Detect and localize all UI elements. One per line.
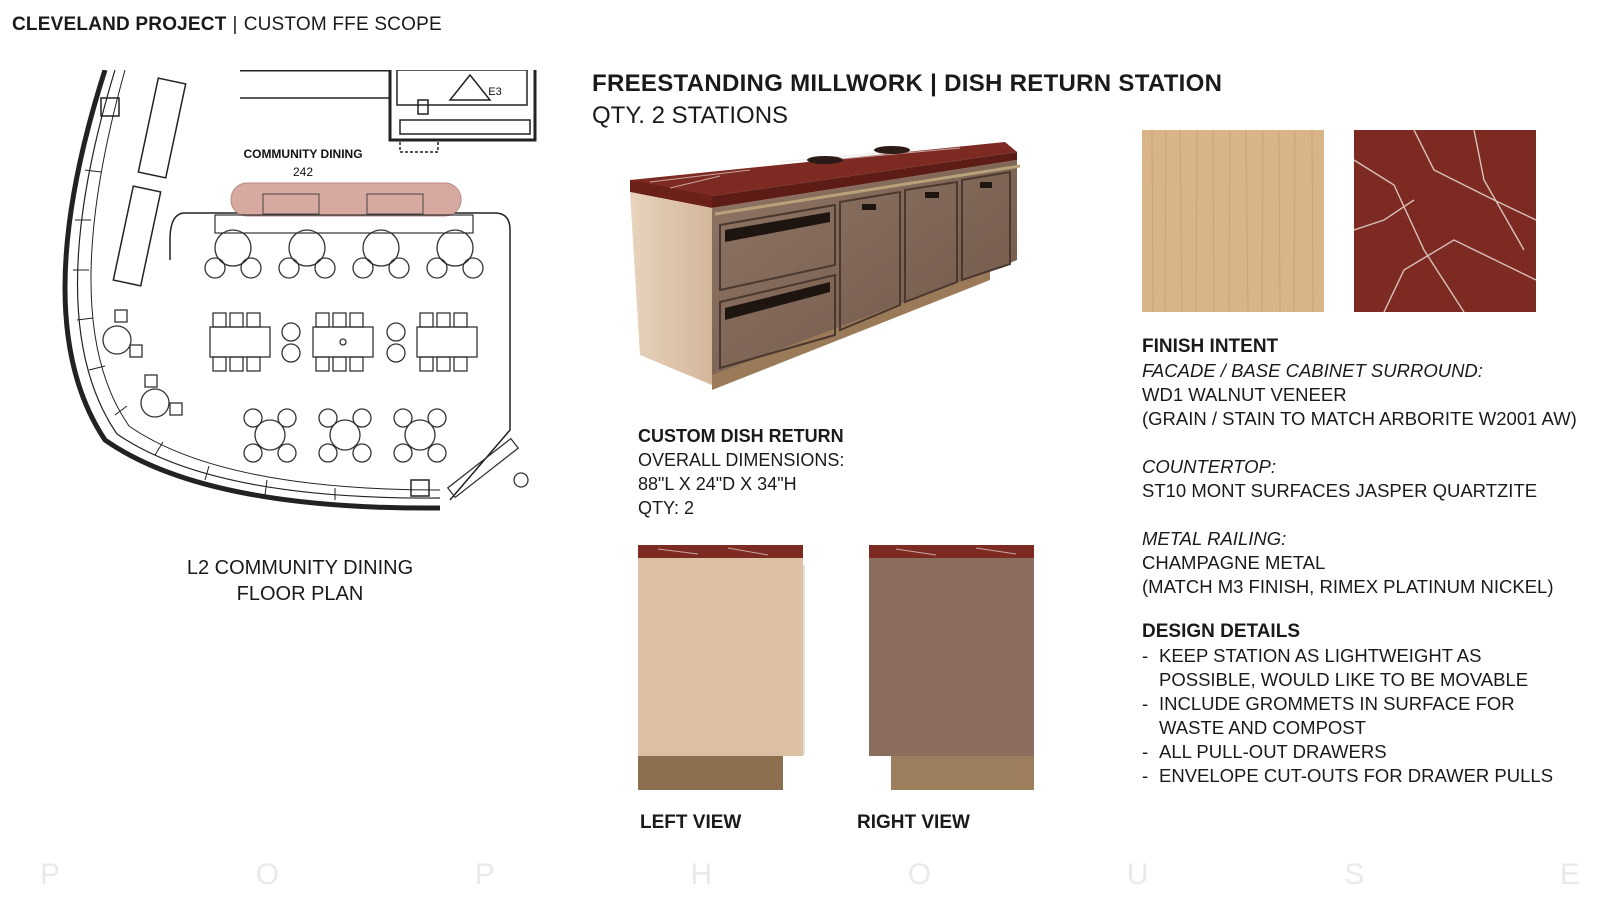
elevator-tag: E3 — [488, 86, 502, 98]
finish-block — [1142, 335, 1592, 788]
header-separator: | — [232, 14, 238, 35]
floor-plan-caption — [150, 555, 450, 607]
facade-label: FACADE / BASE CABINET SURROUND: — [1142, 360, 1483, 381]
product-quantity: QTY. 2 STATIONS — [592, 102, 789, 129]
railing-line-1: CHAMPAGNE METAL — [1142, 552, 1326, 573]
spec-heading: CUSTOM DISH RETURN — [638, 426, 844, 446]
countertop-line-1: ST10 MONT SURFACES JASPER QUARTZITE — [1142, 480, 1538, 501]
right-view-drawing — [866, 545, 1034, 790]
jasper-quartzite-swatch — [1354, 130, 1536, 312]
product-title: FREESTANDING MILLWORK | DISH RETURN STATION — [592, 70, 1223, 97]
station-render — [630, 130, 1050, 400]
footer-letter: P — [40, 858, 61, 891]
footer-letter: E — [1559, 858, 1580, 891]
left-view-label: LEFT VIEW — [640, 812, 742, 833]
design-detail-item: - KEEP STATION AS LIGHTWEIGHT AS POSSIBLE, WOULD LIKE TO BE MOVABLE — [1142, 645, 1529, 690]
spec-dimensions-label: OVERALL DIMENSIONS: — [638, 450, 845, 470]
design-detail-item: - ENVELOPE CUT-OUTS FOR DRAWER PULLS — [1142, 765, 1554, 786]
floor-plan-drawing — [45, 70, 555, 530]
facade-line-1: WD1 WALNUT VENEER — [1142, 384, 1347, 405]
caption-line-1: L2 COMMUNITY DINING — [186, 557, 414, 579]
scope-name: CUSTOM FFE SCOPE — [243, 14, 442, 35]
footer-letter: O — [255, 858, 280, 891]
facade-line-2: (GRAIN / STAIN TO MATCH ARBORITE W2001 AW) — [1142, 408, 1577, 429]
project-name: CLEVELAND PROJECT — [12, 14, 227, 35]
footer-letter: P — [474, 858, 495, 891]
page-header — [12, 14, 442, 36]
design-detail-item: - INCLUDE GROMMETS IN SURFACE FOR WASTE AND COMPOST — [1142, 693, 1515, 738]
spec-block — [638, 424, 844, 520]
railing-line-2: (MATCH M3 FINISH, RIMEX PLATINUM NICKEL) — [1142, 576, 1554, 597]
walnut-veneer-swatch — [1142, 130, 1324, 312]
footer-letter: U — [1126, 858, 1149, 891]
footer-letter: H — [690, 858, 713, 891]
left-view-drawing — [638, 545, 806, 790]
footer-wordmark — [40, 858, 1580, 892]
right-view-label: RIGHT VIEW — [857, 812, 970, 833]
design-details-heading: DESIGN DETAILS — [1142, 621, 1300, 642]
countertop-label: COUNTERTOP: — [1142, 456, 1276, 477]
footer-letter: S — [1344, 858, 1365, 891]
finish-heading: FINISH INTENT — [1142, 336, 1279, 357]
room-name: COMMUNITY DINING — [243, 147, 363, 161]
spec-qty: QTY: 2 — [638, 498, 695, 518]
spec-dimensions-value: 88"L X 24"D X 34"H — [638, 474, 797, 494]
footer-letter: O — [907, 858, 932, 891]
room-number: 242 — [292, 165, 314, 179]
design-detail-item: - ALL PULL-OUT DRAWERS — [1142, 741, 1387, 762]
caption-line-2: FLOOR PLAN — [236, 583, 364, 605]
railing-label: METAL RAILING: — [1142, 528, 1287, 549]
